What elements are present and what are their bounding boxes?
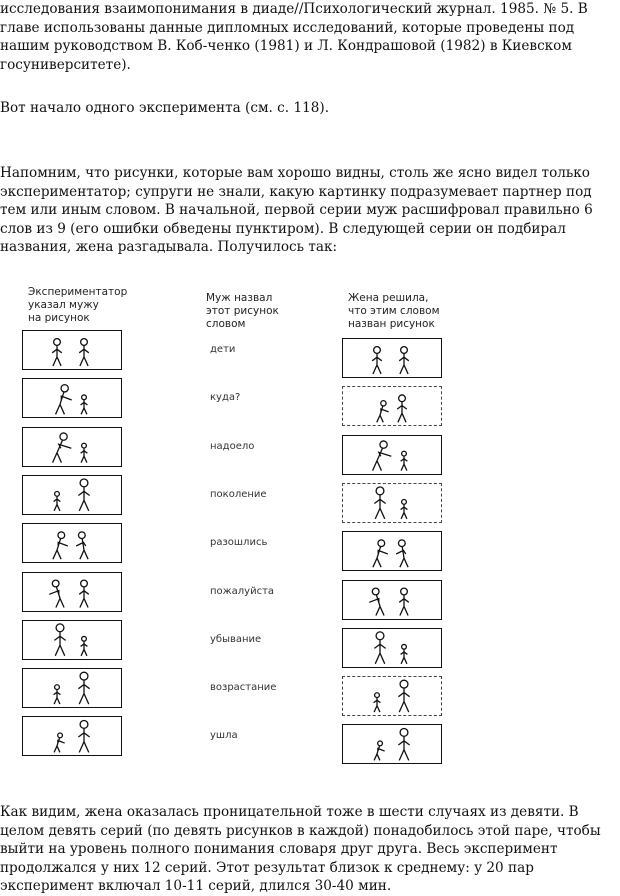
stick-figure-icon — [79, 580, 89, 607]
stick-figure-icon — [398, 680, 409, 712]
stick-figure-icon — [374, 741, 385, 760]
husband-word-label: возрастание — [210, 682, 277, 694]
intro-paragraph: исследования взаимопонимания в диаде//Психологический журнал. 1985. № 5. В главе использованы данные дипломных исследований, которые проведены под нашим руководством В. Коб-ченко (1981) и Л. Кондрашовой (1982) в Киевском госуниверситете). — [0, 1, 588, 73]
stick-figure-icon — [52, 339, 62, 366]
experiment-intro-paragraph: Вот начало одного эксперимента (см. с. 118). — [0, 100, 330, 116]
stick-figure-icon — [374, 693, 381, 712]
header-wife: Жена решила, что этим словом назван рисунок — [348, 292, 440, 330]
header-husband: Муж назвал этот рисунок словом — [206, 292, 279, 330]
husband-word-label: убывание — [210, 633, 262, 645]
husband-word-label: пожалуйста — [210, 585, 275, 597]
stick-figure-icon — [377, 401, 389, 423]
stick-figure-icon — [81, 395, 88, 414]
stick-figure-icon — [54, 492, 61, 511]
stick-figure-icon — [54, 624, 65, 656]
conclusion-paragraph: Как видим, жена оказалась проницательной тоже в шести случаях из девяти. В целом девять серий (по девять рисунков в каждой) понадобилось этой паре, чтобы выйти на уровень полного понимания словаря друг друга. Весь эксперимент продолжался у них 12 серий. Этот результат близок к среднему: у 20 пар эксперимент включал 10-11 серий, длился 30-40 мин. — [0, 804, 601, 895]
stick-figure-icon — [81, 443, 88, 462]
experiment-figure — [22, 280, 442, 780]
stick-figure-icon — [398, 728, 409, 760]
stick-figure-icon — [372, 347, 382, 374]
stick-figure-icon — [54, 685, 61, 704]
stick-figure-icon — [78, 672, 89, 704]
husband-word-label: дети — [210, 344, 236, 355]
stick-figure-icon — [81, 636, 88, 655]
stick-figure-icon — [369, 588, 384, 615]
husband-word-label: куда? — [210, 392, 241, 404]
stick-figure-icon — [397, 395, 407, 422]
stick-figure-icon — [399, 347, 409, 374]
stick-figure-icon — [76, 532, 88, 559]
husband-word-label: надоело — [210, 440, 255, 452]
stick-figure-icon — [399, 588, 409, 615]
stick-figure-icon — [374, 632, 385, 664]
stick-figure-icon — [79, 339, 89, 366]
stick-figures-layer — [22, 280, 442, 780]
stick-figure-icon — [401, 644, 408, 663]
stick-figure-icon — [78, 479, 89, 511]
stick-figure-icon — [373, 441, 392, 471]
stick-figure-icon — [373, 540, 388, 567]
header-experimenter: Экспериментатор указал мужу на рисунок — [28, 286, 128, 324]
stick-figure-icon — [53, 433, 72, 463]
stick-figure-icon — [49, 580, 64, 607]
stick-figure-icon — [54, 733, 65, 752]
stick-figure-icon — [53, 532, 68, 559]
stick-figure-icon — [78, 720, 89, 752]
stick-figure-icon — [374, 487, 385, 519]
husband-word-label: разошлись — [210, 537, 268, 549]
stick-figure-icon — [401, 451, 408, 470]
husband-word-label: поколение — [210, 488, 267, 500]
stick-figure-icon — [396, 540, 408, 567]
husband-word-label: ушла — [210, 730, 238, 742]
reminder-paragraph: Напомним, что рисунки, которые вам хорошо видны, столь же ясно видел только экспериментатор; супруги не знали, какую картинку подразумевает партнер под тем или иным словом. В начальной, первой серии муж расшифровал правильно 6 слов из 9 (его ошибки обведены пунктиром). В следующей серии он подбирал названия, жена разгадывала. Получилось так: — [0, 165, 593, 256]
stick-figure-icon — [56, 385, 72, 415]
stick-figure-icon — [401, 500, 408, 519]
